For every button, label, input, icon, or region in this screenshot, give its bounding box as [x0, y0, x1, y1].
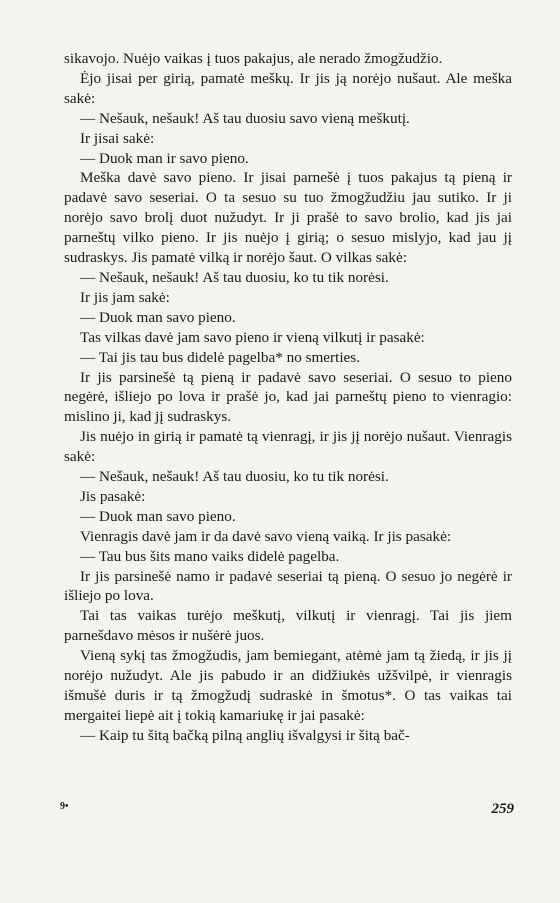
paragraph: — Kaip tu šitą bačką pilną anglių išvalgysi ir šitą bač-	[80, 726, 410, 744]
paragraph: — Duok man savo pieno.	[80, 507, 236, 525]
page-number: 259	[491, 801, 514, 817]
paragraph: Vienragis davė jam ir da davė savo vieną vaiką. Ir jis pasakė:	[80, 527, 452, 545]
paragraph: — Nešauk, nešauk! Aš tau duosiu savo vieną meškutį.	[80, 109, 410, 127]
paragraph: sikavojo. Nuėjo vaikas į tuos pakajus, ale nerado žmogžudžio.	[64, 50, 443, 67]
paragraph: Ir jis jam sakė:	[80, 288, 170, 306]
paragraph: — Tau bus šits mano vaiks didelė pagelba.	[80, 547, 340, 565]
paragraph: Tai tas vaikas turėjo meškutį, vilkutį ir vienragį. Tai jis jiem parnešdavo mėsos ir nušėrė juos.	[64, 607, 512, 645]
paragraph: Vieną sykį tas žmogžudis, jam bemiegant, atėmė jam tą žiedą, ir jis jį norėjo nužudyt. Ale jis pabudo ir an didžiukės užšvilpė, ir vienragis išmušė duris ir tą žmogžudį sudraskė in šmotus*. O tas vaikas tai mergaitei liepė ait į tokią kamariukę ir jai pasakė:	[64, 647, 512, 724]
paragraph: Jis pasakė:	[80, 487, 146, 505]
paragraph: — Duok man savo pieno.	[80, 308, 236, 326]
paragraph: Tas vilkas davė jam savo pieno ir vieną vilkutį ir pasakė:	[80, 328, 425, 346]
paragraph: Ir jis parsinešė namo ir padavė seseriai tą pieną. O sesuo jo negėrė ir išliejo po lova.	[64, 567, 512, 605]
paragraph: Ėjo jisai per girią, pamatė meškų. Ir jis ją norėjo nušaut. Ale meška sakė:	[64, 69, 512, 107]
paragraph: Ir jis parsinešė tą pieną ir padavė savo seseriai. O sesuo to pieno negėrė, išliejo po lova ir prašė jo, kad jai parneštų pieno to vienragio: mislino ji, kad jį sudraskys.	[64, 368, 512, 426]
paragraph: Jis nuėjo in girią ir pamatė tą vienragį, ir jis jį norėjo nušaut. Vienragis sakė:	[64, 428, 512, 466]
paragraph: — Tai jis tau bus didelė pagelba* no smerties.	[80, 348, 360, 366]
printer-signature: 9•	[60, 801, 69, 812]
body-text	[64, 49, 512, 746]
paragraph: Meška davė savo pieno. Ir jisai parnešė į tuos pakajus tą pieną ir padavė savo seseriai. O ta sesuo su tuo žmogžudžiu jau sutiko. Ir ji norėjo savo brolį duot nužudyt. Ir ji prašė to savo brolio, kad jis jai parneštų vilko pieno. Ir jis nuėjo į girią; o sesuo mislyjo, kad jau jį sudraskys. Jis pamatė vilką ir norėjo šaut. O vilkas sakė:	[64, 169, 512, 267]
paragraph: — Nešauk, nešauk! Aš tau duosiu, ko tu tik norėsi.	[80, 268, 389, 286]
paragraph: — Nešauk, nešauk! Aš tau duosiu, ko tu tik norėsi.	[80, 468, 389, 486]
paragraph: — Duok man ir savo pieno.	[80, 149, 249, 167]
paragraph: Ir jisai sakė:	[80, 129, 155, 147]
